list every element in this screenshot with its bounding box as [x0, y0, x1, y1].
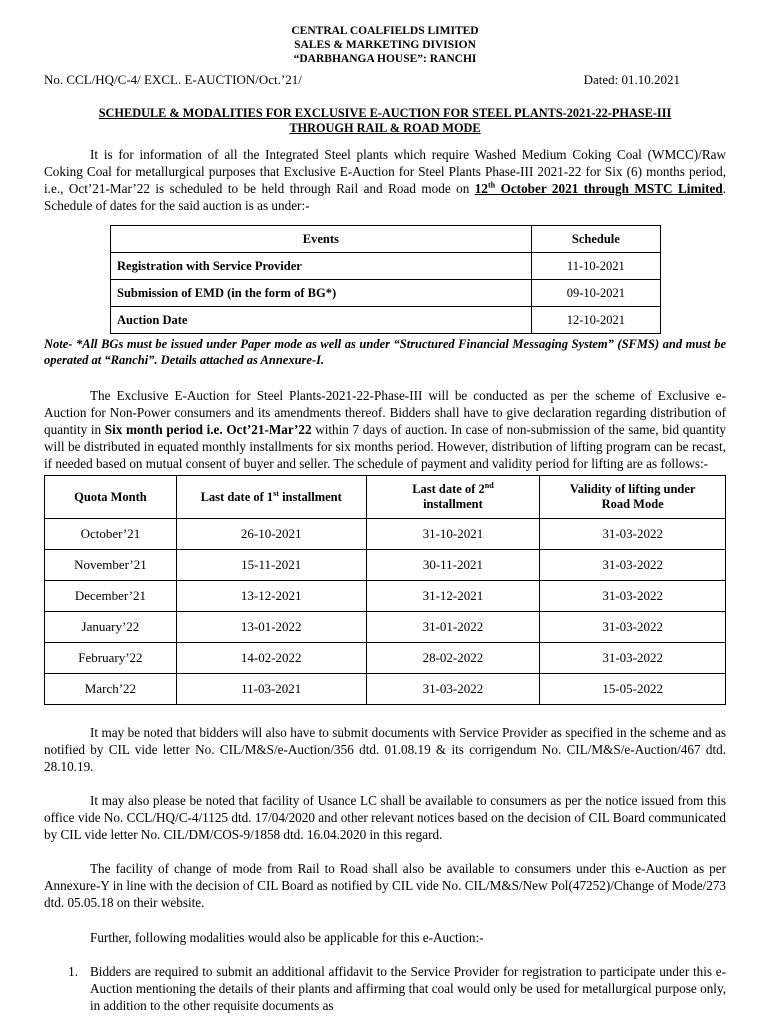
quota-month: December’21	[45, 581, 177, 612]
list-text: Bidders are required to submit an additional affidavit to the Service Provider for registration to participate under this e-Auction mentioning the details of their plants and affirming that coal would only be used for metallurgical purpose only, in addition to the other requisite documents as	[90, 964, 726, 1013]
second-installment-header	[366, 476, 540, 519]
payment-schedule-table	[44, 475, 726, 705]
scheme-paragraph	[44, 387, 726, 472]
subject-line-1: SCHEDULE & MODALITIES FOR EXCLUSIVE E-AUCTION FOR STEEL PLANTS-2021-22-PHASE-III	[98, 106, 672, 120]
period-highlight: Six month period i.e. Oct’21-Mar’22	[104, 422, 312, 437]
intro-text: It is for information of all the Integrated Steel plants which require Washed Medium Coking Coal (WMCC)/Raw Coking Coal for metallurgical purposes that Exclusive E-Auction for Steel Plants Phase-III 2021-22 for Six (6) months period, i.e., Oct’21-Mar’22 is scheduled to be held through Rail and Road mode on	[44, 147, 726, 196]
first-installment-date: 26-10-2021	[176, 519, 366, 550]
second-installment-date: 31-10-2021	[366, 519, 540, 550]
highlight-day: 12	[474, 181, 488, 196]
table-row	[111, 307, 661, 334]
validity-date: 31-03-2022	[540, 519, 726, 550]
quota-month: March’22	[45, 674, 177, 705]
event-date: 09-10-2021	[531, 280, 660, 307]
table-row	[45, 643, 726, 674]
table-row	[45, 674, 726, 705]
payment-header-row	[45, 476, 726, 519]
first-header-sup: st	[273, 488, 279, 498]
reference-line	[44, 72, 726, 88]
second-installment-date: 31-12-2021	[366, 581, 540, 612]
highlight-rest: October 2021 through MSTC Limited	[495, 181, 723, 196]
list-item	[44, 963, 726, 1014]
validity-header-line1: Validity of lifting under	[569, 482, 696, 496]
second-header-sup: nd	[484, 480, 494, 490]
quota-month: February’22	[45, 643, 177, 674]
intro-tail: . Schedule of dates for the said auction is as under:-	[44, 181, 726, 213]
date-label: Dated: 01.10.2021	[583, 72, 680, 87]
events-header-row	[111, 226, 661, 253]
second-header-text: Last date of 2	[412, 482, 485, 496]
second-header-tail: installment	[423, 497, 483, 511]
subject-heading	[52, 106, 718, 136]
first-header-tail: installment	[278, 489, 342, 504]
validity-date: 15-05-2022	[540, 674, 726, 705]
validity-date: 31-03-2022	[540, 643, 726, 674]
quota-month: November’21	[45, 550, 177, 581]
scheme-text-b: within 7 days of auction. In case of non-submission of the same, bid quantity will be distributed in equated monthly installments for six months period. However, distribution of lifting program can be recast, if needed based on mutual consent of buyer and seller. The schedule of payment and validity period for lifting are as follows:-	[44, 422, 726, 471]
validity-date: 31-03-2022	[540, 612, 726, 643]
modalities-intro: Further, following modalities would also be applicable for this e-Auction:-	[90, 930, 484, 945]
reference-number: No. CCL/HQ/C-4/ EXCL. E-AUCTION/Oct.’21/	[44, 72, 302, 87]
table-row	[45, 612, 726, 643]
validity-header-line2: Road Mode	[601, 497, 664, 511]
second-installment-date: 31-01-2022	[366, 612, 540, 643]
documents-paragraph: It may be noted that bidders will also have to submit documents with Service Provider as specified in the scheme and as notified by CIL vide letter No. CIL/M&S/e-Auction/356 dtd. 01.08.19 & its corrigendum No. CIL/M&S/e-Auction/467 dtd. 28.10.19.	[44, 725, 726, 774]
bg-note: Note- *All BGs must be issued under Paper mode as well as under “Structured Financial Messaging System” (SFMS) and must be operated at “Ranchi”. Details attached as Annexure-I.	[44, 337, 726, 367]
event-date: 12-10-2021	[531, 307, 660, 334]
table-row	[111, 280, 661, 307]
second-installment-date: 31-03-2022	[366, 674, 540, 705]
mode-change-paragraph: The facility of change of mode from Rail to Road shall also be available to consumers under this e-Auction as per Annexure-Y in line with the decision of CIL Board as notified by CIL vide No. CIL/M&S/New Pol(47252)/Change of Mode/273 dtd. 05.05.18 on their website.	[44, 861, 726, 910]
table-row	[45, 519, 726, 550]
office-name: “DARBHANGA HOUSE”: RANCHI	[293, 53, 477, 65]
letterhead	[44, 0, 726, 66]
auction-date-highlight	[475, 181, 723, 196]
usance-lc-paragraph: It may also please be noted that facility of Usance LC shall be available to consumers as per the notice issued from this office vide No. CCL/HQ/C-4/1125 dtd. 17/04/2020 and other relevant notices based on the decision of CIL Board communicated by CIL vide letter No. CIL/DM/COS-9/1858 dtd. 16.04.2020 in this regard.	[44, 793, 726, 842]
first-installment-date: 13-01-2022	[176, 612, 366, 643]
table-row	[45, 581, 726, 612]
quota-month: October’21	[45, 519, 177, 550]
scheme-text-a: The Exclusive E-Auction for Steel Plants-2021-22-Phase-III will be conducted as per the scheme of Exclusive e-Auction for Non-Power consumers and its amendments thereof. Bidders shall have to give declaration regarding distribution of quantity in	[44, 388, 726, 437]
schedule-header: Schedule	[531, 226, 660, 253]
first-header-text: Last date of 1	[200, 489, 274, 504]
table-row	[45, 550, 726, 581]
second-installment-date: 28-02-2022	[366, 643, 540, 674]
event-name: Auction Date	[111, 307, 532, 334]
org-name: CENTRAL COALFIELDS LIMITED	[291, 25, 479, 37]
first-installment-date: 15-11-2021	[176, 550, 366, 581]
first-installment-date: 11-03-2021	[176, 674, 366, 705]
first-installment-date: 13-12-2021	[176, 581, 366, 612]
second-installment-date: 30-11-2021	[366, 550, 540, 581]
highlight-sup: th	[487, 180, 496, 190]
subject-line-2: THROUGH RAIL & ROAD MODE	[289, 121, 481, 135]
quota-month: January’22	[45, 612, 177, 643]
events-table	[110, 225, 661, 334]
first-installment-header	[176, 476, 366, 519]
event-name: Registration with Service Provider	[111, 253, 532, 280]
events-header: Events	[111, 226, 532, 253]
validity-date: 31-03-2022	[540, 581, 726, 612]
event-name: Submission of EMD (in the form of BG*)	[111, 280, 532, 307]
first-installment-date: 14-02-2022	[176, 643, 366, 674]
quota-month-header: Quota Month	[45, 476, 177, 519]
event-date: 11-10-2021	[531, 253, 660, 280]
table-row	[111, 253, 661, 280]
intro-paragraph	[44, 146, 726, 214]
list-number: 1.	[68, 964, 78, 979]
validity-header	[540, 476, 726, 519]
validity-date: 31-03-2022	[540, 550, 726, 581]
division-name: SALES & MARKETING DIVISION	[294, 39, 476, 51]
